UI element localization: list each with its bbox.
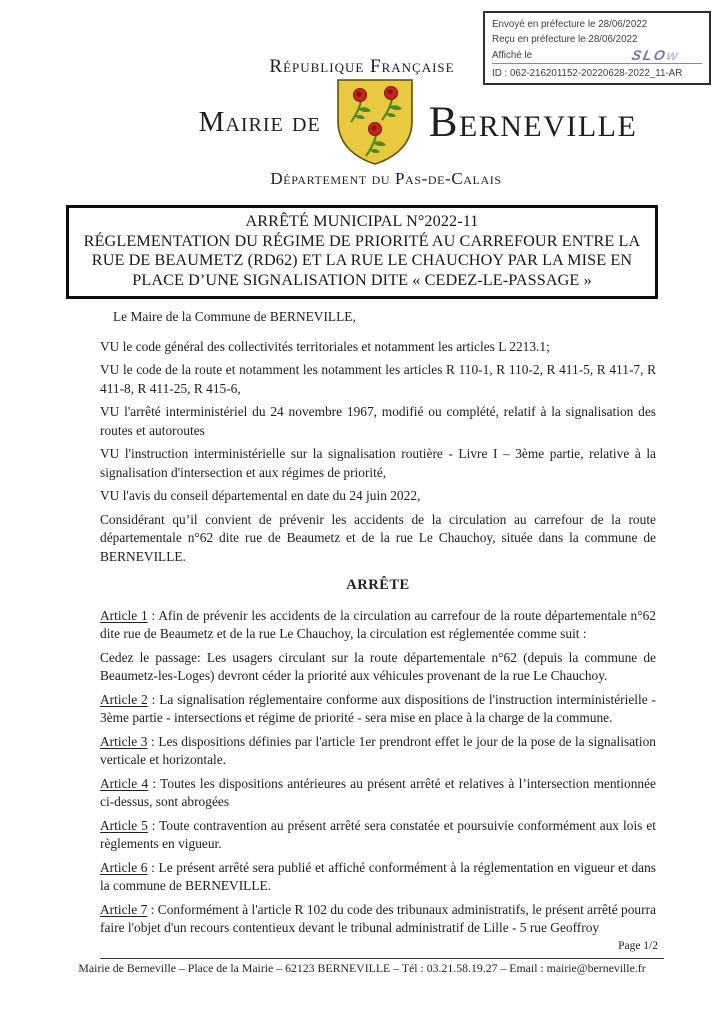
- article-2-separator: :: [147, 691, 160, 707]
- article-2-label: Article 2: [100, 691, 148, 707]
- footer-divider: [100, 958, 664, 959]
- article-6-separator: :: [147, 859, 159, 875]
- vu-clause-4: VU l'instruction interministérielle sur la signalisation routière - Livre I – 3ème partie, relative à la signalisation d'intersection et aux régimes de priorité,: [100, 446, 656, 480]
- article-7: [100, 901, 656, 938]
- s2low-logo-text: SLO: [630, 47, 669, 64]
- department-heading: Département du Pas-de-Calais: [270, 169, 502, 188]
- stamp-id-line: ID : 062-216201152-20220628-2022_11-AR: [492, 63, 702, 81]
- article-4-label: Article 4: [100, 775, 149, 791]
- mairie-brand-row: [56, 76, 724, 168]
- footer-address: Mairie de Berneville – Place de la Mairie – 62123 BERNEVILLE – Tél : 03.21.58.19.27 – Email : mairie@berneville.fr: [78, 961, 646, 975]
- decree-title-line-3: PLACE D’UNE SIGNALISATION DITE « CEDEZ-LE-PASSAGE »: [132, 270, 592, 289]
- vu-clause-2: VU le code de la route et notamment les notamment les articles R 110-1, R 110-2, R 411-5, R 411-7, R 411-8, R 411-25, R 415-6,: [100, 362, 656, 396]
- page-number: Page 1/2: [618, 940, 658, 952]
- article-4-separator: :: [148, 775, 161, 791]
- article-5-label: Article 5: [100, 817, 148, 833]
- vu-clause-5: VU l'avis du conseil départemental en date du 24 juin 2022,: [100, 488, 421, 503]
- article-5: [100, 817, 656, 854]
- decree-title-box: [66, 205, 658, 299]
- article-3-text: Les dispositions définies par l'article 1er prendront effet le jour de la pose de la signalisation verticale et horizontale.: [100, 733, 656, 767]
- berneville-coat-of-arms-icon: [334, 77, 416, 167]
- article-3-separator: :: [147, 733, 159, 749]
- article-7-separator: :: [147, 901, 158, 917]
- article-3: [100, 733, 656, 770]
- commune-name: Berneville: [428, 98, 638, 146]
- article-1-separator: :: [147, 607, 159, 623]
- article-3-label: Article 3: [100, 733, 148, 749]
- s2low-logo-swoosh: w: [665, 47, 680, 64]
- article-2-text: La signalisation réglementaire conforme aux dispositions de l'instruction interministérielle - 3ème partie - intersections et régime de priorité - sera mise en place à la charge de la commune.: [100, 691, 656, 725]
- decree-body: [100, 308, 656, 950]
- article-6-text: Le présent arrêté sera publié et affiché conformément à la réglementation en vigueur et dans la commune de BERNEVILLE.: [100, 859, 656, 893]
- stamp-envoye-line: Envoyé en préfecture le 28/06/2022: [492, 19, 648, 30]
- article-1-label: Article 1: [100, 607, 148, 623]
- article-1-text: Afin de prévenir les accidents de la circulation au carrefour de la route départementale n°62 dite rue de Beaumetz et de la rue Le Chauchoy, la circulation est réglementée comme suit :: [100, 607, 656, 641]
- vu-clause-1: VU le code général des collectivités territoriales et notamment les articles L 2213.1;: [100, 338, 550, 354]
- considerant-clause: Considérant qu’il convient de prévenir les accidents de la circulation au carrefour de la route départementale n°62 dite rue de Beaumetz et de la rue Le Chauchoy, située dans la commune de BERNEVILLE.: [100, 511, 656, 564]
- stamp-affiche-line: Affiché le: [492, 49, 533, 61]
- article-1: [100, 607, 656, 644]
- article-5-separator: :: [147, 817, 160, 833]
- vu-clause-3: VU l'arrêté interministériel du 24 novembre 1967, modifié ou complété, relatif à la signalisation des routes et autoroutes: [100, 404, 656, 438]
- stamp-recu-line: Reçu en préfecture le 28/06/2022: [492, 34, 638, 46]
- republic-heading: République Française: [269, 56, 455, 77]
- mairie-de-label: Mairie de: [198, 105, 321, 138]
- arrete-heading: ARRÊTE: [346, 577, 410, 593]
- article-5-text: Toute contravention au présent arrêté sera constatée et poursuivie conformément aux lois et règlements en vigueur.: [100, 817, 656, 851]
- intro-line: Le Maire de la Commune de BERNEVILLE,: [113, 309, 356, 324]
- article-2: [100, 691, 656, 728]
- article-6: [100, 859, 656, 896]
- article-7-text: Conformément à l'article R 102 du code des tribunaux administratifs, le présent arrêté pourra faire l'objet d'un recours contentieux devant le tribunal administratif de Lille - 5 rue Geoffroy: [100, 901, 656, 935]
- cedez-paragraph: Cedez le passage: Les usagers circulant sur la route départementale n°62 (depuis la commune de Beaumetz-les-Loges) devront céder la priorité aux véhicules provenant de la rue Le Chauchoy.: [100, 649, 656, 683]
- decree-number-line: ARRÊTÉ MUNICIPAL N°2022-11: [245, 212, 479, 230]
- article-7-label: Article 7: [100, 901, 148, 917]
- article-4: [100, 775, 656, 812]
- decree-title-line-1: RÉGLEMENTATION DU RÉGIME DE PRIORITÉ AU CARREFOUR ENTRE LA: [83, 231, 641, 250]
- article-4-text: Toutes les dispositions antérieures au présent arrêté et relatives à l’intersection mentionnée ci-dessus, sont abrogées: [100, 775, 656, 809]
- article-6-label: Article 6: [100, 859, 148, 875]
- decree-title-line-2: RUE DE BEAUMETZ (RD62) ET LA RUE LE CHAUCHOY PAR LA MISE EN: [91, 251, 633, 269]
